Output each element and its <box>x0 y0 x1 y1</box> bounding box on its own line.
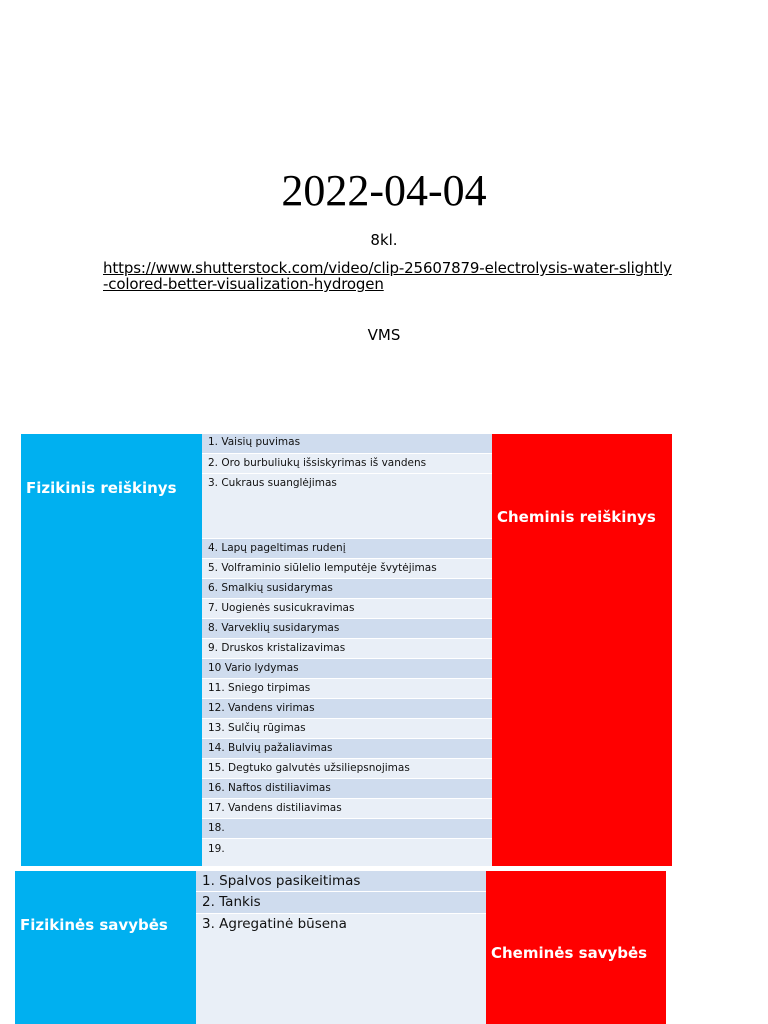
phenomena-list <box>202 434 492 866</box>
list-item: 11. Sniego tirpimas <box>202 678 492 699</box>
properties-list <box>196 871 486 1024</box>
list-item: 19. <box>202 838 492 866</box>
list-item: 13. Sulčių rūgimas <box>202 718 492 739</box>
list-item: 4. Lapų pageltimas rudenį <box>202 538 492 559</box>
video-link[interactable]: https://www.shutterstock.com/video/clip-25607879-electrolysis-water-slightly-colored-better-visualization-hydrogen <box>103 259 672 293</box>
list-item: 1. Spalvos pasikeitimas <box>196 871 486 891</box>
list-item: 2. Oro burbuliukų išsiskyrimas iš vandens <box>202 453 492 473</box>
list-item: 17. Vandens distiliavimas <box>202 798 492 819</box>
author-label: VMS <box>367 326 401 344</box>
physical-phenomenon-label: Fizikinis reiškinys <box>26 479 177 497</box>
date-title: 2022-04-04 <box>281 166 487 215</box>
list-item: 1. Vaisių puvimas <box>202 434 492 453</box>
grade-label: 8kl. <box>370 231 398 249</box>
list-item: 10 Vario lydymas <box>202 658 492 679</box>
list-item: 12. Vandens virimas <box>202 698 492 719</box>
list-item: 16. Naftos distiliavimas <box>202 778 492 799</box>
list-item: 8. Varveklių susidarymas <box>202 618 492 639</box>
list-item: 7. Uogienės susicukravimas <box>202 598 492 619</box>
list-item: 18. <box>202 818 492 839</box>
chemical-phenomenon-block <box>492 434 672 866</box>
list-item: 2. Tankis <box>196 891 486 913</box>
list-item: 15. Degtuko galvutės užsiliepsnojimas <box>202 758 492 779</box>
list-item: 3. Cukraus suanglėjimas <box>202 473 492 539</box>
physical-properties-block <box>15 871 196 1024</box>
list-item: 3. Agregatinė būsena <box>196 913 486 1024</box>
chemical-properties-block <box>486 871 666 1024</box>
list-item: 5. Volframinio siūlelio lemputėje švytėjimas <box>202 558 492 579</box>
chemical-properties-label: Cheminės savybės <box>491 944 648 962</box>
physical-phenomenon-block <box>21 434 202 866</box>
list-item: 6. Smalkių susidarymas <box>202 578 492 599</box>
list-item: 14. Bulvių pažaliavimas <box>202 738 492 759</box>
chemical-phenomenon-label: Cheminis reiškinys <box>497 508 656 526</box>
physical-properties-label: Fizikinės savybės <box>20 916 168 934</box>
list-item: 9. Druskos kristalizavimas <box>202 638 492 659</box>
